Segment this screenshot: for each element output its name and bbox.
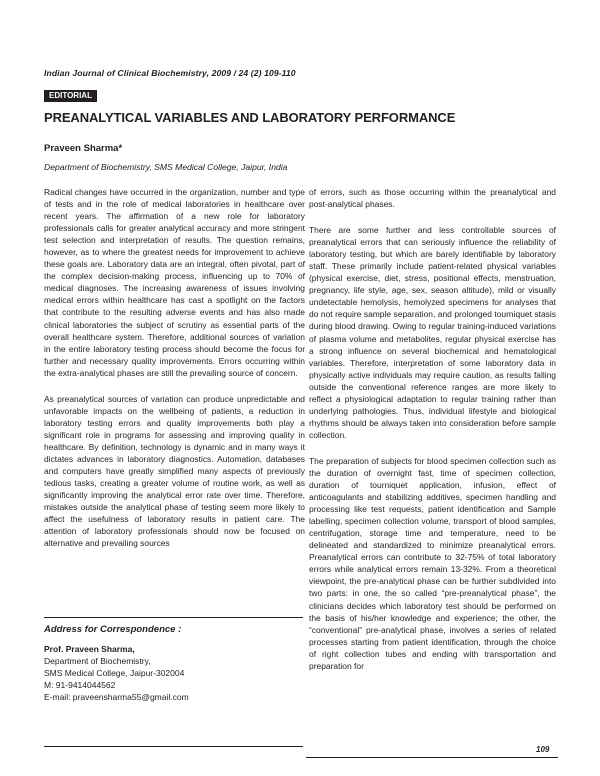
body-paragraph: of errors, such as those occurring within the preanalytical and post-analytical phases. — [309, 187, 556, 210]
body-paragraph: The preparation of subjects for blood specimen collection such as the duration of overnight fast, time of specimen collection, duration of tourniquet application, infusion, effect of anticoagulants and stabilizing additives, specimen handling and processing like test requests, patient identification and Sample labelling, specimen collection volume, transport of blood samples, centrifugation, storage time and temperature, need to be delineated and standardized to minimize preanalytical errors. Preanalytical errors can contribute to 32-75% of total laboratory errors while analytical errors remain 13-32%. From a theoretical viewpoint, the pre-analytical phase can be further subdivided into two parts: in one, the so called “pre-preanalytical phase”, the clinicians decides which laboratory test should be performed on the basis of his/her knowledge and experience; the other, the “conventional” pre-analytical phase, involves a series of related processes starting from patient identification, through the choice of right collection tubes and ending with transportation and preparation for — [309, 455, 556, 671]
correspondence-email: E-mail: praveensharma55@gmail.com — [44, 692, 189, 702]
correspondence-block — [44, 624, 303, 703]
body-column-right — [309, 186, 556, 686]
body-paragraph: As preanalytical sources of variation can produce unpredictable and unfavorable impacts on the wellbeing of patients, a reduction in laboratory testing errors and quality improvements both play a significant role in programs for assessing and improving quality in healthcare. By definition, technology is dynamic and in many ways it dictates advances in laboratory diagnostics. Automation, databases and computers have greatly simplified many aspects of previously tedious tasks, creating a greater volume of routine work, as well as significantly improving the analytical error rate over time. Therefore, mistakes outside the analytical phase of testing seem more likely to affect the usefulness of laboratory results in patient care. The attention of laboratory professionals should now be focused on alternative and prevailing sources — [44, 393, 305, 549]
section-badge: EDITORIAL — [44, 90, 97, 102]
correspondence-top-rule — [44, 617, 303, 618]
body-paragraph: There are some further and less controllable sources of preanalytical errors that can seriously influence the reliability of laboratory testing, but which are barely identifiable by laboratory staff. These primarily include patient-related physical variables (physical exercise, diet, stress, positional effects, menstruation, pregnancy, life style, age, sex, season altitude), mild or visually undetectable hemolysis, hemolyzed specimens for analyses that do not require sample separation, and prolonged tourniquet stasis during blood drawing. Owing to regular training-induced variations of plasma volume and metabolites, regular physical exercise has a strong influence on several biochemical and hematological variables. Therefore, interpretation of some laboratory data in physically active individuals may require caution, as results falling outside the conventional reference ranges are more likely to reflect a physiological adaptation to regular training rather than underlying pathologies. Thus, individual lifestyle and biological rhythms should be always taken into consideration before sample collection. — [309, 225, 556, 440]
article-title: PREANALYTICAL VARIABLES AND LABORATORY PERFORMANCE — [44, 110, 456, 125]
page-number: 109 — [536, 745, 550, 754]
body-column-left — [44, 186, 305, 563]
author-name: Praveen Sharma* — [44, 143, 123, 154]
correspondence-bottom-rule — [44, 746, 303, 747]
correspondence-name: Prof. Praveen Sharma, — [44, 644, 135, 654]
journal-citation: Indian Journal of Clinical Biochemistry, 2009 / 24 (2) 109-110 — [44, 68, 296, 78]
correspondence-heading: Address for Correspondence : — [44, 624, 182, 635]
footer-rule — [306, 757, 558, 758]
author-affiliation: Department of Biochemistry, SMS Medical College, Jaipur, India — [44, 162, 288, 172]
body-paragraph: Radical changes have occurred in the organization, number and type of tests and in the role of medical laboratories in healthcare over recent years. The affirmation of a new role for laboratory professionals calls for greater analytical accuracy and more stringent test selection and interpretation of results. The question remains, however, as to where the greatest needs for improvement to achieve these goals are. Laboratory data are an integral, often pivotal, part of the complex decision-making process, influencing up to 70% of medical diagnoses. The increasing awareness of issues involving medical errors within healthcare has cast a spotlight on the factors that contribute to the resulting adverse events and has also made clinical laboratories the subject of scrutiny as essential parts of the overall healthcare system. Therefore, additional sources of variation in the entire laboratory testing process should become the focus for further and necessary quality improvements. Errors occurring within the extra-analytical phases are still the prevailing source of concern. — [44, 187, 305, 378]
correspondence-line: M: 91-9414044562 — [44, 680, 116, 690]
correspondence-line: SMS Medical College, Jaipur-302004 — [44, 668, 185, 678]
correspondence-line: Department of Biochemistry, — [44, 656, 151, 666]
